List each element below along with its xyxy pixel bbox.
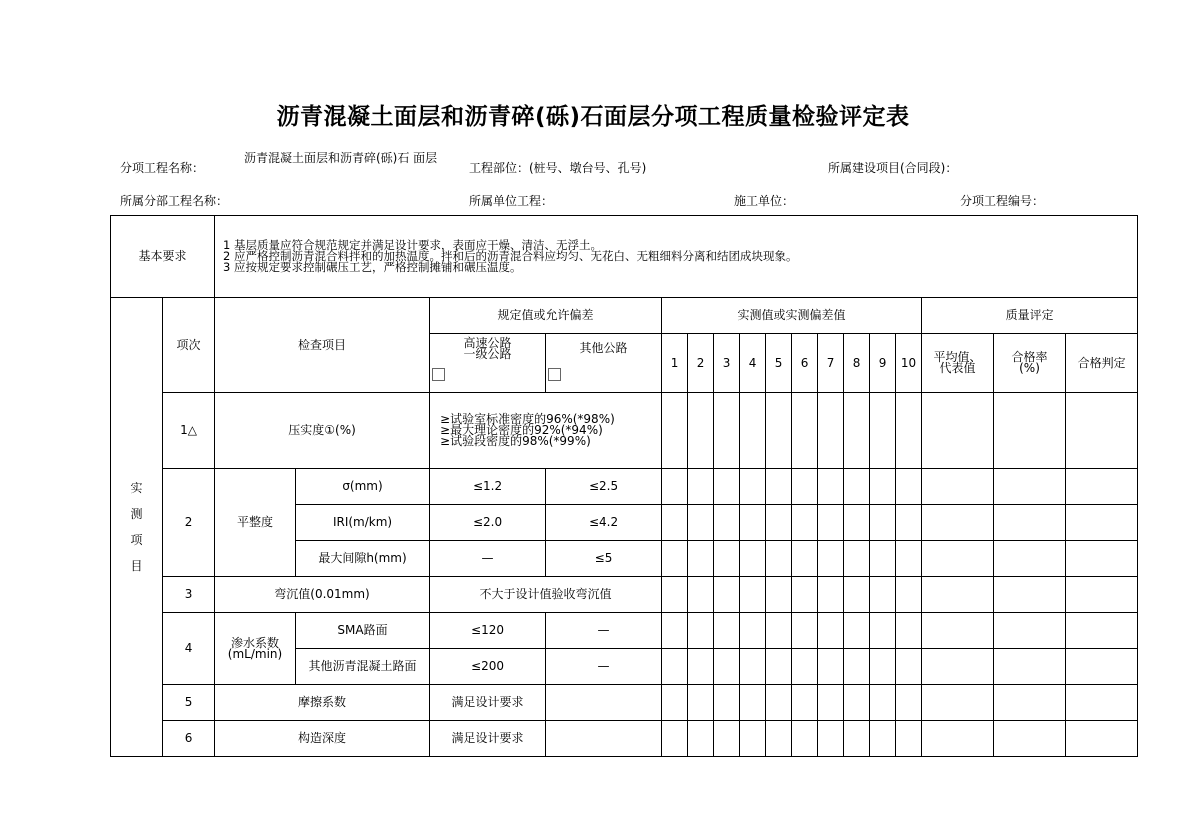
empty-cell[interactable] [766,685,792,721]
empty-cell[interactable] [922,577,994,613]
requirement-line: 2 应严格控制沥青混合料拌和的加热温度。拌和后的沥青混合料应均匀、无花白、无粗细料分离和结团成块现象。 [223,249,798,263]
header-quality: 质量评定 [922,298,1138,334]
row-no: 1△ [163,393,215,469]
empty-cell[interactable] [740,685,766,721]
measure-col-header: 10 [896,334,922,393]
empty-cell[interactable] [818,505,844,541]
header-pass-rate: 合格率 (%) [994,334,1066,393]
empty-cell[interactable] [870,505,896,541]
project-name-value: 沥青混凝土面层和沥青碎(砾)石 面层 [244,151,438,165]
row-spec-other: ≤2.5 [546,469,662,505]
empty-cell[interactable] [994,613,1066,649]
empty-cell[interactable] [922,685,994,721]
empty-cell[interactable] [844,541,870,577]
empty-cell[interactable] [896,649,922,685]
empty-cell[interactable] [792,721,818,757]
empty-cell[interactable] [662,685,688,721]
empty-cell[interactable] [792,685,818,721]
requirement-line: 3 应按规定要求控制碾压工艺，严格控制摊铺和碾压温度。 [223,260,522,274]
row-spec-highway: 满足设计要求 [430,721,546,757]
empty-cell[interactable] [994,685,1066,721]
empty-cell[interactable] [714,649,740,685]
measure-col-header: 8 [844,334,870,393]
item-number-label: 分项工程编号： [960,194,1045,208]
row-spec-other: ≤5 [546,541,662,577]
header-measured: 实测值或实测偏差值 [662,298,922,334]
empty-cell[interactable] [896,469,922,505]
project-name-label: 分项工程名称： [120,161,205,175]
row-spec-highway: ≤200 [430,649,546,685]
empty-cell[interactable] [1066,469,1138,505]
empty-cell[interactable] [688,721,714,757]
empty-cell[interactable] [994,469,1066,505]
row-subitem: σ(mm) [296,469,430,505]
empty-cell[interactable] [818,685,844,721]
empty-cell[interactable] [740,613,766,649]
row-subitem: SMA路面 [296,613,430,649]
empty-cell[interactable] [818,541,844,577]
empty-cell[interactable] [546,685,662,721]
empty-cell[interactable] [766,577,792,613]
measure-col-header: 7 [818,334,844,393]
empty-cell[interactable] [688,505,714,541]
header-spec: 规定值或允许偏差 [430,298,662,334]
empty-cell[interactable] [844,685,870,721]
empty-cell[interactable] [994,505,1066,541]
empty-cell[interactable] [922,505,994,541]
empty-cell[interactable] [688,685,714,721]
row-item: 渗水系数 (mL/min) [215,613,296,685]
row-item: 平整度 [215,469,296,577]
empty-cell[interactable] [740,505,766,541]
empty-cell[interactable] [844,613,870,649]
header-judgment: 合格判定 [1066,334,1138,393]
empty-cell[interactable] [766,649,792,685]
inspection-table [110,215,1138,757]
row-spec-highway: ≤1.2 [430,469,546,505]
empty-cell[interactable] [662,577,688,613]
empty-cell[interactable] [792,577,818,613]
empty-cell[interactable] [896,685,922,721]
empty-cell[interactable] [688,469,714,505]
empty-cell[interactable] [844,649,870,685]
empty-cell[interactable] [792,649,818,685]
contractor-label: 施工单位： [734,194,795,208]
measure-col-header: 4 [740,334,766,393]
empty-cell[interactable] [740,649,766,685]
row-spec-other: ≤4.2 [546,505,662,541]
other-road-checkbox[interactable] [548,368,561,381]
empty-cell[interactable] [662,505,688,541]
empty-cell[interactable] [714,613,740,649]
empty-cell[interactable] [740,541,766,577]
empty-cell[interactable] [844,393,870,469]
empty-cell[interactable] [870,393,896,469]
row-no: 4 [163,613,215,685]
empty-cell[interactable] [714,505,740,541]
empty-cell[interactable] [870,469,896,505]
row-item: 构造深度 [215,721,430,757]
empty-cell[interactable] [922,721,994,757]
empty-cell[interactable] [818,613,844,649]
header-spec-other: 其他公路 [546,334,662,393]
table-row [111,721,1138,757]
header-check-item: 检查项目 [215,298,430,393]
empty-cell[interactable] [922,469,994,505]
row-no: 2 [163,469,215,577]
table-row [111,393,1138,469]
empty-cell[interactable] [1066,541,1138,577]
row-spec-highway: — [430,541,546,577]
header-item-no: 项次 [163,298,215,393]
empty-cell[interactable] [870,721,896,757]
row-no: 5 [163,685,215,721]
empty-cell[interactable] [994,721,1066,757]
empty-cell[interactable] [662,469,688,505]
empty-cell[interactable] [818,469,844,505]
empty-cell[interactable] [896,613,922,649]
empty-cell[interactable] [994,649,1066,685]
empty-cell[interactable] [1066,649,1138,685]
requirement-line: 1 基层质量应符合规范规定并满足设计要求，表面应干燥、清洁、无浮土。 [223,238,602,252]
empty-cell[interactable] [662,649,688,685]
division-label: 所属分部工程名称： [120,194,229,208]
empty-cell[interactable] [844,577,870,613]
empty-cell[interactable] [766,393,792,469]
row-spec-highway: ≤2.0 [430,505,546,541]
empty-cell[interactable] [870,685,896,721]
measure-col-header: 6 [792,334,818,393]
empty-cell[interactable] [922,613,994,649]
empty-cell[interactable] [662,541,688,577]
empty-cell[interactable] [994,541,1066,577]
empty-cell[interactable] [714,469,740,505]
empty-cell[interactable] [818,721,844,757]
row-spec-highway: 满足设计要求 [430,685,546,721]
empty-cell[interactable] [818,649,844,685]
empty-cell[interactable] [896,541,922,577]
empty-cell[interactable] [994,577,1066,613]
empty-cell[interactable] [922,649,994,685]
basic-requirements-text [215,216,1138,298]
header-avg: 平均值、 代表值 [922,334,994,393]
measure-col-header: 1 [662,334,688,393]
empty-cell[interactable] [714,577,740,613]
measure-col-header: 2 [688,334,714,393]
row-subitem: 其他沥青混凝土路面 [296,649,430,685]
empty-cell[interactable] [688,613,714,649]
empty-cell[interactable] [870,577,896,613]
construction-project-label: 所属建设项目(合同段)： [828,161,958,175]
row-item: 弯沉值(0.01mm) [215,577,430,613]
empty-cell[interactable] [714,721,740,757]
empty-cell[interactable] [688,393,714,469]
row-spec-other: — [546,613,662,649]
empty-cell[interactable] [922,393,994,469]
empty-cell[interactable] [1066,577,1138,613]
measure-col-header: 3 [714,334,740,393]
empty-cell[interactable] [792,469,818,505]
empty-cell[interactable] [740,577,766,613]
empty-cell[interactable] [1066,721,1138,757]
basic-requirements-label: 基本要求 [111,216,215,298]
table-row [111,685,1138,721]
empty-cell[interactable] [896,721,922,757]
empty-cell[interactable] [818,577,844,613]
empty-cell[interactable] [792,613,818,649]
unit-label: 所属单位工程： [469,194,554,208]
row-item: 摩擦系数 [215,685,430,721]
row-subitem: 最大间隙h(mm) [296,541,430,577]
row-subitem: IRI(m/km) [296,505,430,541]
empty-cell[interactable] [714,685,740,721]
empty-cell[interactable] [714,541,740,577]
row-no: 6 [163,721,215,757]
empty-cell[interactable] [766,505,792,541]
row-spec: ≥试验室标准密度的96%(*98%) ≥最大理论密度的92%(*94%) ≥试验段密度的98%(*99%) [430,393,662,469]
empty-cell[interactable] [662,721,688,757]
table-row [111,469,1138,505]
table-row [111,613,1138,649]
empty-cell[interactable] [1066,613,1138,649]
empty-cell[interactable] [766,613,792,649]
empty-cell[interactable] [844,505,870,541]
empty-cell[interactable] [994,393,1066,469]
empty-cell[interactable] [766,469,792,505]
measure-col-header: 9 [870,334,896,393]
empty-cell[interactable] [870,613,896,649]
empty-cell[interactable] [714,393,740,469]
empty-cell[interactable] [1066,685,1138,721]
location-label: 工程部位：(桩号、墩台号、孔号) [469,161,647,175]
row-spec-other: — [546,649,662,685]
empty-cell[interactable] [546,721,662,757]
row-spec: 不大于设计值验收弯沉值 [430,577,662,613]
empty-cell[interactable] [870,541,896,577]
empty-cell[interactable] [896,577,922,613]
empty-cell[interactable] [896,393,922,469]
highway-checkbox[interactable] [432,368,445,381]
page-title: 沥青混凝土面层和沥青碎(砾)石面层分项工程质量检验评定表 [276,104,910,130]
measured-items-label: 实 测 项 目 [111,298,163,757]
empty-cell[interactable] [688,577,714,613]
empty-cell[interactable] [688,649,714,685]
row-no: 3 [163,577,215,613]
empty-cell[interactable] [792,505,818,541]
empty-cell[interactable] [740,721,766,757]
measure-col-header: 5 [766,334,792,393]
empty-cell[interactable] [792,393,818,469]
row-item: 压实度①(%) [215,393,430,469]
empty-cell[interactable] [766,721,792,757]
empty-cell[interactable] [662,393,688,469]
empty-cell[interactable] [792,541,818,577]
table-row [111,577,1138,613]
empty-cell[interactable] [922,541,994,577]
empty-cell[interactable] [740,393,766,469]
empty-cell[interactable] [844,721,870,757]
empty-cell[interactable] [818,393,844,469]
empty-cell[interactable] [844,469,870,505]
empty-cell[interactable] [688,541,714,577]
empty-cell[interactable] [766,541,792,577]
empty-cell[interactable] [662,613,688,649]
empty-cell[interactable] [896,505,922,541]
header-spec-highway: 高速公路 一级公路 [430,334,546,393]
empty-cell[interactable] [740,469,766,505]
empty-cell[interactable] [1066,393,1138,469]
row-spec-highway: ≤120 [430,613,546,649]
empty-cell[interactable] [1066,505,1138,541]
empty-cell[interactable] [870,649,896,685]
